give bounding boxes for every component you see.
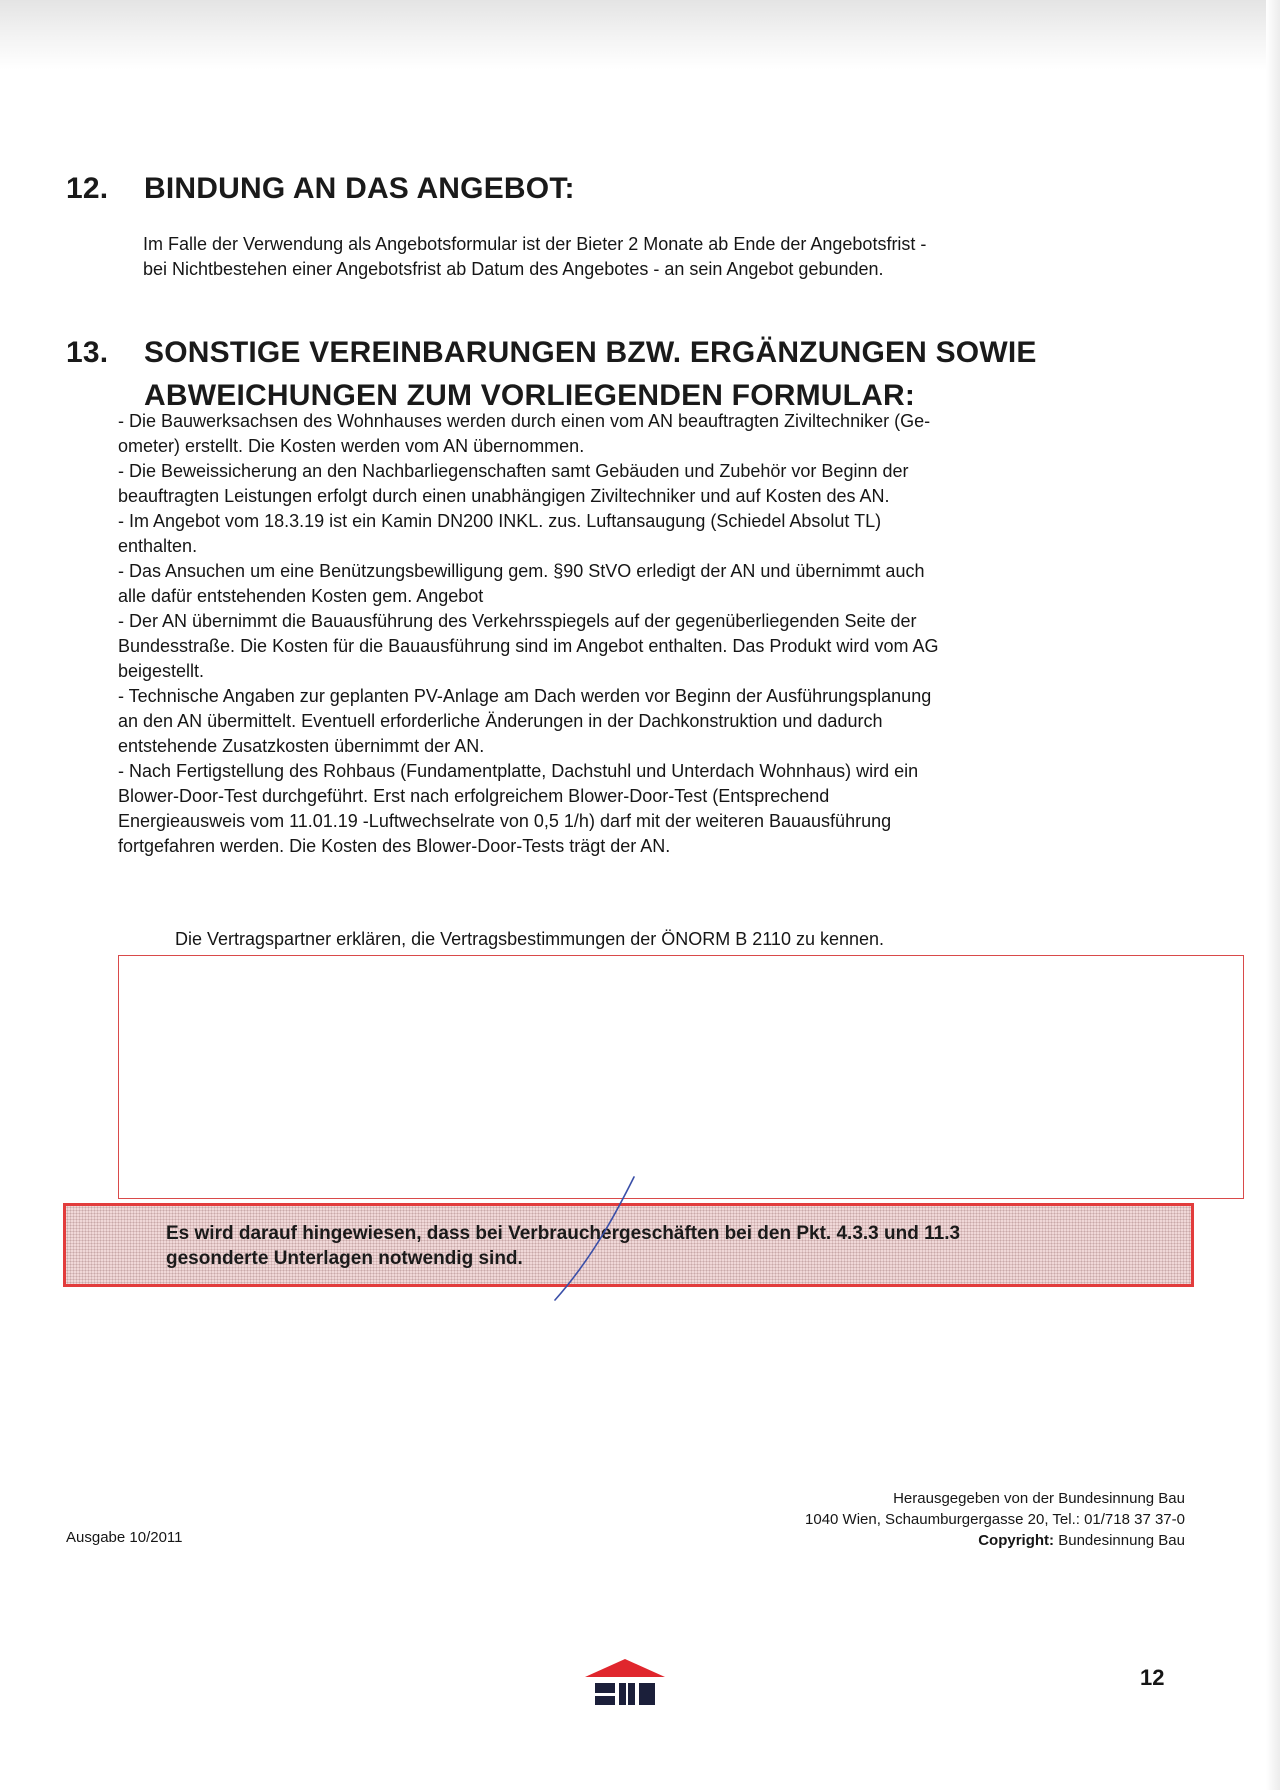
agreement-line: - Die Bauwerksachsen des Wohnhauses werden durch einen vom AN beauftragten Ziviltechniker (Ge- <box>118 411 931 431</box>
section-12-line: bei Nichtbestehen einer Angebotsfrist ab Datum des Angebotes - an sein Angebot gebunden. <box>143 259 884 279</box>
section-12-text <box>143 232 1143 282</box>
agreement-line: beauftragten Leistungen erfolgt durch einen unabhängigen Ziviltechniker und auf Kosten des AN. <box>118 486 890 506</box>
consumer-notice-box <box>63 1203 1194 1287</box>
section-12-line: Im Falle der Verwendung als Angebotsformular ist der Bieter 2 Monate ab Ende der Angebotsfrist - <box>143 234 927 254</box>
consumer-notice-line-2: gesonderte Unterlagen notwendig sind. <box>166 1248 523 1269</box>
signature-box[interactable] <box>118 955 1244 1199</box>
section-12-title: BINDUNG AN DAS ANGEBOT: <box>144 172 575 205</box>
copyright-label: Copyright: <box>978 1532 1055 1549</box>
agreement-line: beigestellt. <box>118 661 205 681</box>
agreement-line: an den AN übermittelt. Eventuell erforderliche Änderungen in der Dachkonstruktion und dadurch <box>118 711 883 731</box>
consumer-notice-line-1: Es wird darauf hingewiesen, dass bei Verbrauchergeschäften bei den Pkt. 4.3.3 und 11.3 <box>166 1223 961 1244</box>
agreement-line: - Die Beweissicherung an den Nachbarliegenschaften samt Gebäuden und Zubehör vor Beginn der <box>118 461 909 481</box>
agreement-line: entstehende Zusatzkosten übernimmt der AN. <box>118 736 485 756</box>
section-13-heading <box>66 331 1166 417</box>
agreement-line: - Das Ansuchen um eine Benützungsbewilligung gem. §90 StVO erledigt der AN und übernimmt auch <box>118 561 925 581</box>
section-12-heading <box>66 167 1166 210</box>
section-12-number: 12. <box>66 172 109 205</box>
agreement-line: - Nach Fertigstellung des Rohbaus (Fundamentplatte, Dachstuhl und Unterdach Wohnhaus) wird ein <box>118 761 919 781</box>
section-13-title-line-2: ABWEICHUNGEN ZUM VORLIEGENDEN FORMULAR: <box>144 379 916 412</box>
onorm-declaration: Die Vertragspartner erklären, die Vertragsbestimmungen der ÖNORM B 2110 zu kennen. <box>175 929 885 949</box>
agreement-line: enthalten. <box>118 536 198 556</box>
agreement-line: alle dafür entstehenden Kosten gem. Angebot <box>118 586 484 606</box>
agreement-line: - Technische Angaben zur geplanten PV-Anlage am Dach werden vor Beginn der Ausführungsplanung <box>118 686 932 706</box>
edition-label: Ausgabe 10/2011 <box>66 1529 183 1546</box>
consumer-notice-text <box>166 1221 960 1271</box>
agreement-line: Blower-Door-Test durchgeführt. Erst nach erfolgreichem Blower-Door-Test (Entsprechend <box>118 786 830 806</box>
agreement-line: Bundesstraße. Die Kosten für die Bauausführung sind im Angebot enthalten. Das Produkt wird vom AG <box>118 636 939 656</box>
agreement-line: - Der AN übernimmt die Bauausführung des Verkehrsspiegels auf der gegenüberliegenden Seite der <box>118 611 917 631</box>
publisher-info <box>805 1488 1185 1551</box>
publisher-line-1: Herausgegeben von der Bundesinnung Bau <box>893 1490 1185 1507</box>
scan-shadow <box>0 0 1280 70</box>
agreement-line: Energieausweis vom 11.01.19 -Luftwechselrate von 0,5 1/h) darf mit der weiteren Bauausführung <box>118 811 892 831</box>
bundesinnung-bau-logo-icon <box>583 1657 667 1709</box>
section-13-number: 13. <box>66 336 109 369</box>
section-13-agreements <box>118 409 1118 859</box>
agreement-line: fortgefahren werden. Die Kosten des Blower-Door-Tests trägt der AN. <box>118 836 671 856</box>
publisher-line-2: 1040 Wien, Schaumburgergasse 20, Tel.: 01/718 37 37-0 <box>805 1511 1185 1528</box>
agreement-line: - Im Angebot vom 18.3.19 ist ein Kamin DN200 INKL. zus. Luftansaugung (Schiedel Absolut TL) <box>118 511 882 531</box>
copyright-value: Bundesinnung Bau <box>1058 1532 1185 1549</box>
copyright-line <box>805 1530 1185 1551</box>
agreement-line: ometer) erstellt. Die Kosten werden vom AN übernommen. <box>118 436 585 456</box>
section-13-title-line-1: SONSTIGE VEREINBARUNGEN BZW. ERGÄNZUNGEN SOWIE <box>144 336 1037 369</box>
page-number: 12 <box>1140 1665 1165 1690</box>
scan-edge <box>1266 0 1280 1790</box>
